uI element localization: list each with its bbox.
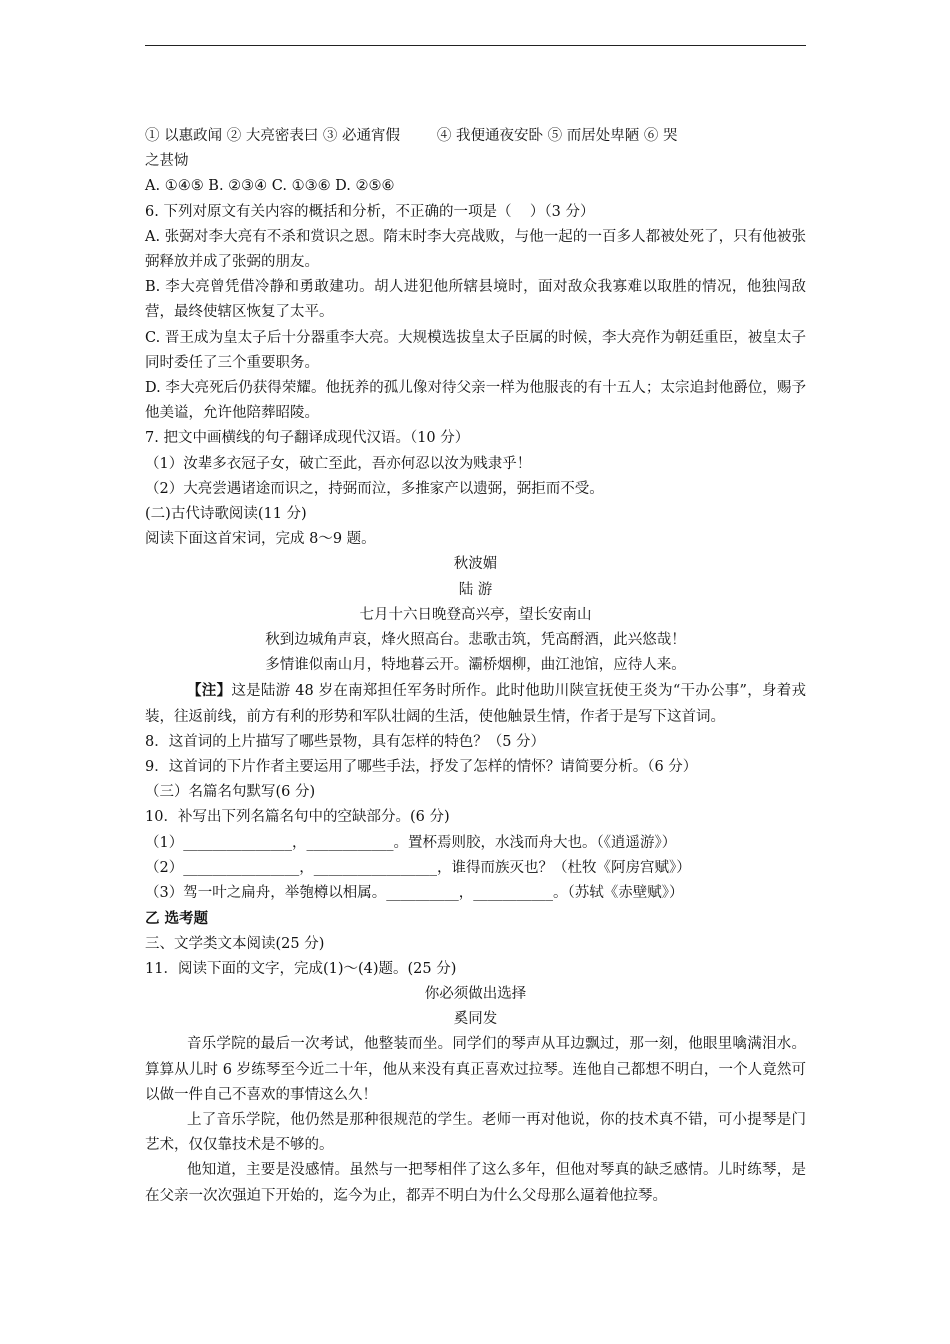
story-paragraph-1: 音乐学院的最后一次考试，他整装而坐。同学们的琴声从耳边飘过，那一刻，他眼里噙满泪水。算算从儿时 6 岁练琴至今近二十年，他从来没有真正喜欢过拉琴。连他自己都想不明白，一个人竟然可以做一件自己不喜欢的事情这么久！ [145, 1036, 806, 1103]
literature-section-title: 三、文学类文本阅读(25 分) [145, 935, 325, 952]
question-6-option-b: B. 李大亮曾凭借冷静和勇敢建功。胡人进犯他所辖县境时，面对敌众我寡难以取胜的情况，他独闯敌营，最终使辖区恢复了太平。 [145, 279, 806, 321]
question-7-sentence-2: （2）大亮尝遇诸途而识之，持弼而泣，多推家产以遗弼，弼拒而不受。 [145, 480, 604, 497]
document-body [145, 124, 806, 1209]
question-10-line-2: （2）________________，_________________，谁得而族灭也？（杜牧《阿房宫赋》） [145, 859, 691, 876]
story-paragraph-2: 上了音乐学院，他仍然是那种很规范的学生。老师一再对他说，你的技术真不错，可小提琴是门艺术，仅仅靠技术是不够的。 [145, 1111, 806, 1154]
question-10-stem: 10．补写出下列名篇名句中的空缺部分。(6 分) [145, 809, 450, 826]
poem-line-2: 多情谁似南山月，特地暮云开。灞桥烟柳，曲江池馆，应待人来。 [265, 657, 686, 674]
note-text: 这是陆游 48 岁在南郑担任军务时所作。此时他助川陕宣抚使王炎为“干办公事”，身着戎装，往返前线，前方有利的形势和军队壮阔的生活，使他触景生情，作者于是写下这首词。 [145, 683, 807, 725]
question-9: 9．这首词的下片作者主要运用了哪些手法，抒发了怎样的情怀？请简要分析。（6 分） [145, 759, 698, 776]
question-10-line-1: （1）_______________，____________。置杯焉则胶，水浅而舟大也。（《逍遥游》） [145, 834, 677, 851]
poem-title: 秋波媚 [453, 556, 498, 573]
question-11-stem: 11．阅读下面的文字，完成(1)～(4)题。(25 分) [145, 960, 457, 977]
question-6-option-a: A. 张弼对李大亮有不杀和赏识之恩。隋末时李大亮战败，与他一起的一百多人都被处死了，只有他被张弼释放并成了张弼的朋友。 [145, 228, 806, 271]
question-7-stem: 7. 把文中画横线的句子翻译成现代汉语。（10 分） [145, 430, 470, 447]
question-7-sentence-1: （1）汝辈多衣冠子女，破亡至此，吾亦何忍以汝为贱隶乎！ [145, 455, 532, 472]
note-label: 【注】 [187, 682, 232, 700]
question-10-line-3: （3）驾一叶之扁舟，举匏樽以相属。__________，___________。（苏轼《赤壁赋》） [145, 885, 684, 902]
header-rule [145, 45, 806, 46]
question-8: 8．这首词的上片描写了哪些景物，具有怎样的特色？（5 分） [145, 733, 546, 750]
options-line-cont: 之甚恸 [145, 153, 189, 170]
story-paragraph-3: 他知道，主要是没感情。虽然与一把琴相伴了这么多年，但他对琴真的缺乏感情。儿时练琴，是在父亲一次次强迫下开始的，迄今为止，都弄不明白为什么父母那么逼着他拉琴。 [145, 1162, 806, 1204]
story-title: 你必须做出选择 [424, 985, 527, 1002]
options-line: ① 以惠政闻 ② 大亮密表曰 ③ 必通宵假 ④ 我便通夜安卧 ⑤ 而居处卑陋 ⑥ 哭 [145, 128, 678, 144]
part-b-heading: 乙 选考题 [145, 910, 209, 928]
poem-note [145, 678, 806, 729]
question-6-stem: 6. 下列对原文有关内容的概括和分析，不正确的一项是（ ）（3 分） [145, 203, 595, 220]
poem-author: 陆 游 [458, 581, 493, 598]
section-3-title: （三）名篇名句默写(6 分) [145, 784, 316, 801]
section-2-title: (二)古代诗歌阅读(11 分) [145, 506, 307, 523]
answer-choices: A. ①④⑤ B. ②③④ C. ①③⑥ D. ②⑤⑥ [145, 178, 395, 195]
question-6-option-d: D. 李大亮死后仍获得荣耀。他抚养的孤儿像对待父亲一样为他服丧的有十五人；太宗追封他爵位，赐予他美谥，允许他陪葬昭陵。 [145, 380, 806, 422]
poem-subtitle: 七月十六日晚登高兴亭，望长安南山 [359, 606, 592, 623]
poem-line-1: 秋到边城角声哀，烽火照高台。悲歌击筑，凭高酹酒，此兴悠哉！ [265, 632, 686, 649]
section-2-intro: 阅读下面这首宋词，完成 8～9 题。 [145, 531, 376, 548]
story-author: 奚同发 [453, 1011, 498, 1028]
question-6-option-c: C. 晋王成为皇太子后十分器重李大亮。大规模选拔皇太子臣属的时候，李大亮作为朝廷重臣，被皇太子同时委任了三个重要职务。 [145, 329, 806, 371]
